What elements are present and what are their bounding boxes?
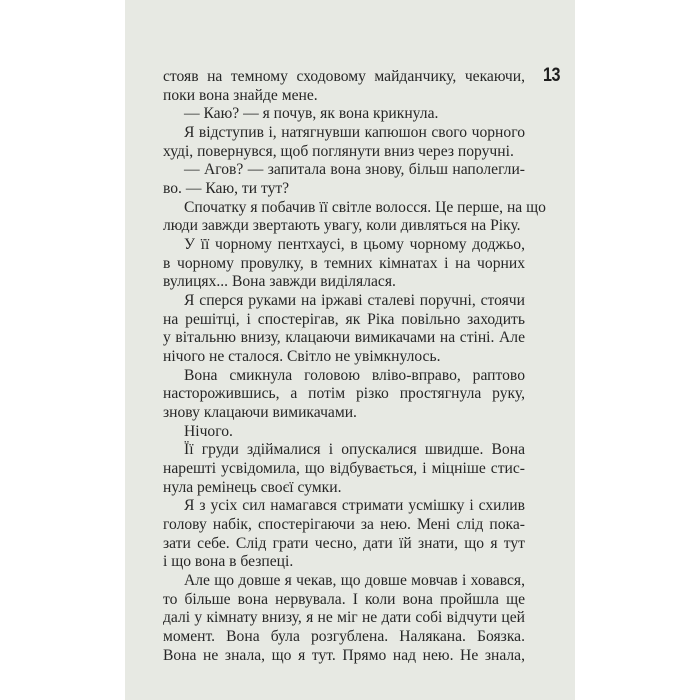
text-line: нарешті усвідомила, що відбувається, і міцніше стис- — [163, 460, 525, 478]
text-line: знову клацаючи вимикачами. — [163, 404, 357, 422]
body-text — [163, 68, 546, 666]
paragraph — [163, 292, 525, 367]
text-line: то більше вона нервувала. І коли вона пройшла ще — [163, 590, 525, 608]
text-line: — Каю? — я почув, як вона крикнула. — [184, 105, 439, 123]
text-line: Я відступив і, натягнувши капюшон свого чорного — [184, 124, 525, 142]
paragraph — [163, 367, 525, 423]
text-line: зати себе. Слід грати чесно, дати їй знати, що я тут — [163, 534, 525, 552]
text-line: Я сперся руками на іржаві сталеві поручні, стоячи — [184, 292, 525, 310]
text-line: на решітці, і спостерігав, як Ріка повільно заходить — [163, 310, 525, 328]
text-line: і що вона в безпеці. — [163, 553, 294, 571]
text-line: Спочатку я побачив її світле волосся. Це перше, на що — [184, 198, 546, 216]
text-line: голову набік, спостерігаючи за нею. Мені слід пока- — [163, 516, 525, 534]
paragraph — [163, 441, 525, 497]
text-line: — Агов? — запитала вона знову, більш наполегли- — [184, 161, 525, 179]
text-line: насторожившись, а потім різко простягнула руку, — [163, 385, 525, 403]
paragraph — [163, 124, 525, 161]
text-line: Вона смикнула головою вліво-вправо, раптово — [184, 366, 525, 384]
paragraph — [163, 68, 525, 105]
paragraph — [163, 423, 525, 442]
paragraph — [163, 105, 525, 124]
paragraph — [163, 198, 546, 236]
text-line: Нічого. — [184, 422, 233, 440]
text-line: худі, повернувся, щоб поглянути вниз через поручні. — [163, 142, 514, 160]
text-line: поки вона знайде мене. — [163, 86, 318, 104]
text-line: Вона не знала, що я тут. Прямо над нею. Не знала, — [163, 646, 525, 664]
text-line: стояв на темному сходовому майданчику, чекаючи, — [163, 68, 525, 85]
text-line: Але що довше я чекав, що довше мовчав і ховався, — [184, 572, 525, 590]
page-number: 13 — [543, 65, 561, 86]
paragraph — [163, 497, 525, 572]
text-line: нула ремінець своєї сумки. — [163, 478, 342, 496]
text-line: момент. Вона була розгублена. Налякана. Боязка. — [163, 628, 525, 646]
paragraph — [163, 161, 525, 198]
text-line: люди завжди звертають увагу, коли дивляться на Ріку. — [163, 217, 521, 235]
text-line: у вітальню внизу, клацаючи вимикачами на стіні. Але — [163, 329, 525, 347]
text-line: далі у кімнату внизу, я не міг не дати собі відчути цей — [163, 609, 525, 627]
paragraph — [163, 236, 525, 292]
paragraph — [163, 572, 525, 665]
text-line: Її груди здіймалися і опускалися швидше. Вона — [184, 441, 525, 459]
text-line: в чорному провулку, в темних кімнатах і на чорних — [163, 254, 525, 272]
text-line: во. — Каю, ти тут? — [163, 180, 290, 198]
text-line: вулицях... Вона завжди виділялася. — [163, 273, 396, 291]
text-line: нічого не сталося. Світло не увімкнулось. — [163, 348, 441, 366]
text-line: Я з усіх сил намагався стримати усмішку і схилив — [184, 497, 525, 515]
text-line: У її чорному пентхаусі, в цьому чорному доджьо, — [184, 236, 525, 254]
